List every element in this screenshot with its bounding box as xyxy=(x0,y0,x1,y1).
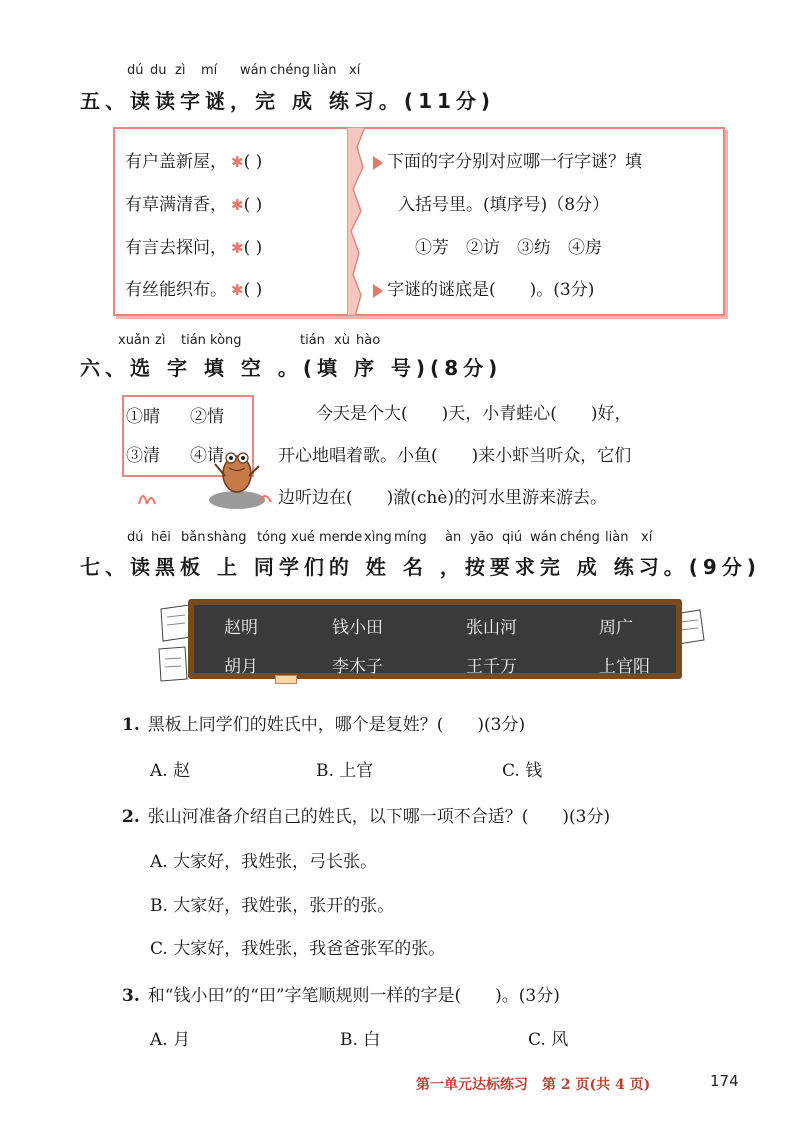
answer-option[interactable]: C. 风 xyxy=(528,1030,569,1050)
pinyin: tóng xyxy=(257,530,287,545)
answer-option[interactable]: C. 钱 xyxy=(502,761,543,781)
footer-text: 第一单元达标练习 第 2 页(共 4 页) xyxy=(416,1077,651,1093)
answer-option[interactable]: A. 大家好，我姓张，弓长张。 xyxy=(150,852,378,872)
pinyin: mí xyxy=(201,63,218,78)
blackboard-surface xyxy=(194,605,676,677)
answer-option[interactable]: A. 赵 xyxy=(150,761,191,781)
instruction-line: 入括号里。(填序号)（8分） xyxy=(398,195,610,215)
answer-option[interactable]: B. 大家好，我姓张，张开的张。 xyxy=(150,896,395,916)
chalk-icon xyxy=(275,675,297,684)
pinyin: xù xyxy=(334,333,350,348)
question-1 xyxy=(122,710,525,735)
pinyin: de xyxy=(346,530,363,545)
pinyin: men xyxy=(319,530,348,545)
pinyin: dú xyxy=(127,530,144,545)
word-option: ②情 xyxy=(190,407,224,427)
pinyin: dú xyxy=(127,63,144,78)
answer-prompt-text: 字谜的谜底是( )。(3分) xyxy=(387,280,595,300)
question-text: 张山河准备介绍自己的姓氏，以下哪一项不合适？( )(3分) xyxy=(147,807,611,827)
pinyin: tián xyxy=(181,333,206,348)
pinyin: yāo xyxy=(470,530,494,545)
pinyin: bǎn xyxy=(181,530,206,545)
section5-heading: 五、读读字谜，完 成 练习。(11分) xyxy=(80,89,496,113)
star-icon: ✱ xyxy=(231,239,244,257)
pinyin: wán xyxy=(530,530,557,545)
passage-line: 开心地唱着歌。小鱼( )来小虾当听众，它们 xyxy=(278,446,632,466)
pinyin: qiú xyxy=(502,530,523,545)
question-2 xyxy=(122,802,610,827)
question-number: 3. xyxy=(122,986,140,1006)
section7-heading: 七、读黑板 上 同学们的 姓 名 ，按要求完 成 练习。(9分) xyxy=(80,555,761,579)
pinyin: hào xyxy=(356,333,381,348)
pinyin: xuǎn xyxy=(118,333,151,348)
pinyin: shàng xyxy=(207,530,247,545)
student-name: 王千万 xyxy=(466,657,517,677)
student-name: 赵明 xyxy=(224,618,258,638)
pinyin: hēi xyxy=(151,530,171,545)
option-list: ①芳 ②访 ③纺 ④房 xyxy=(415,238,602,258)
question-text: 黑板上同学们的姓氏中，哪个是复姓？( )(3分) xyxy=(147,715,526,735)
pinyin: chéng xyxy=(560,530,600,545)
pinyin: liàn xyxy=(605,530,629,545)
blackboard xyxy=(188,599,682,679)
riddle-text: 有草满清香， xyxy=(125,195,227,215)
pinyin: xìng xyxy=(364,530,392,545)
pinyin: tián xyxy=(300,333,325,348)
pinyin: zì xyxy=(175,63,186,78)
star-icon: ✱ xyxy=(231,196,244,214)
student-name: 胡月 xyxy=(224,657,258,677)
star-icon: ✱ xyxy=(231,281,244,299)
question-number: 1. xyxy=(122,715,140,735)
pinyin: chéng xyxy=(270,63,310,78)
pinyin: wán xyxy=(240,63,267,78)
passage-line: 边听边在( )澈(chè)的河水里游来游去。 xyxy=(278,488,608,508)
star-icon: ✱ xyxy=(231,153,244,171)
pinyin: xí xyxy=(349,63,361,78)
pinyin: liàn xyxy=(313,63,337,78)
word-option: ①晴 xyxy=(126,407,160,427)
question-3 xyxy=(122,981,560,1006)
word-option: ③清 xyxy=(126,446,160,466)
pinyin: du xyxy=(150,63,167,78)
answer-blank[interactable]: ( ) xyxy=(243,152,263,172)
page-number: 174 xyxy=(710,1072,739,1090)
riddle-text: 有丝能织布。 xyxy=(125,280,227,300)
answer-option[interactable]: B. 上官 xyxy=(316,761,374,781)
pinyin: xí xyxy=(641,530,653,545)
passage-line: 今天是个大( )天，小青蛙心( )好， xyxy=(316,404,632,424)
student-name: 周广 xyxy=(599,618,633,638)
riddle-text: 有户盖新屋， xyxy=(125,152,227,172)
pinyin: kòng xyxy=(210,333,242,348)
student-name: 李木子 xyxy=(332,657,383,677)
pinyin: àn xyxy=(445,530,462,545)
answer-blank[interactable]: ( ) xyxy=(243,238,263,258)
answer-option[interactable]: B. 白 xyxy=(340,1030,381,1050)
pinyin: míng xyxy=(394,530,427,545)
question-number: 2. xyxy=(122,807,140,827)
answer-option[interactable]: C. 大家好，我姓张，我爸爸张军的张。 xyxy=(150,939,446,959)
answer-blank[interactable]: ( ) xyxy=(243,280,263,300)
student-name: 张山河 xyxy=(466,618,517,638)
section7-pinyin xyxy=(0,0,800,560)
pinyin: zì xyxy=(155,333,166,348)
student-name: 上官阳 xyxy=(599,657,650,677)
question-text: 和“钱小田”的“田”字笔顺规则一样的字是( )。(3分) xyxy=(147,986,560,1006)
pinyin: xué xyxy=(291,530,315,545)
answer-blank[interactable]: ( ) xyxy=(243,195,263,215)
word-option: ④请 xyxy=(190,446,224,466)
section6-heading: 六、选 字 填 空 。(填 序 号)(8分) xyxy=(80,356,503,380)
answer-option[interactable]: A. 月 xyxy=(150,1030,191,1050)
instruction-text: 下面的字分别对应哪一行字谜？填 xyxy=(387,152,642,172)
riddle-text: 有言去探问， xyxy=(125,238,227,258)
student-name: 钱小田 xyxy=(332,618,383,638)
